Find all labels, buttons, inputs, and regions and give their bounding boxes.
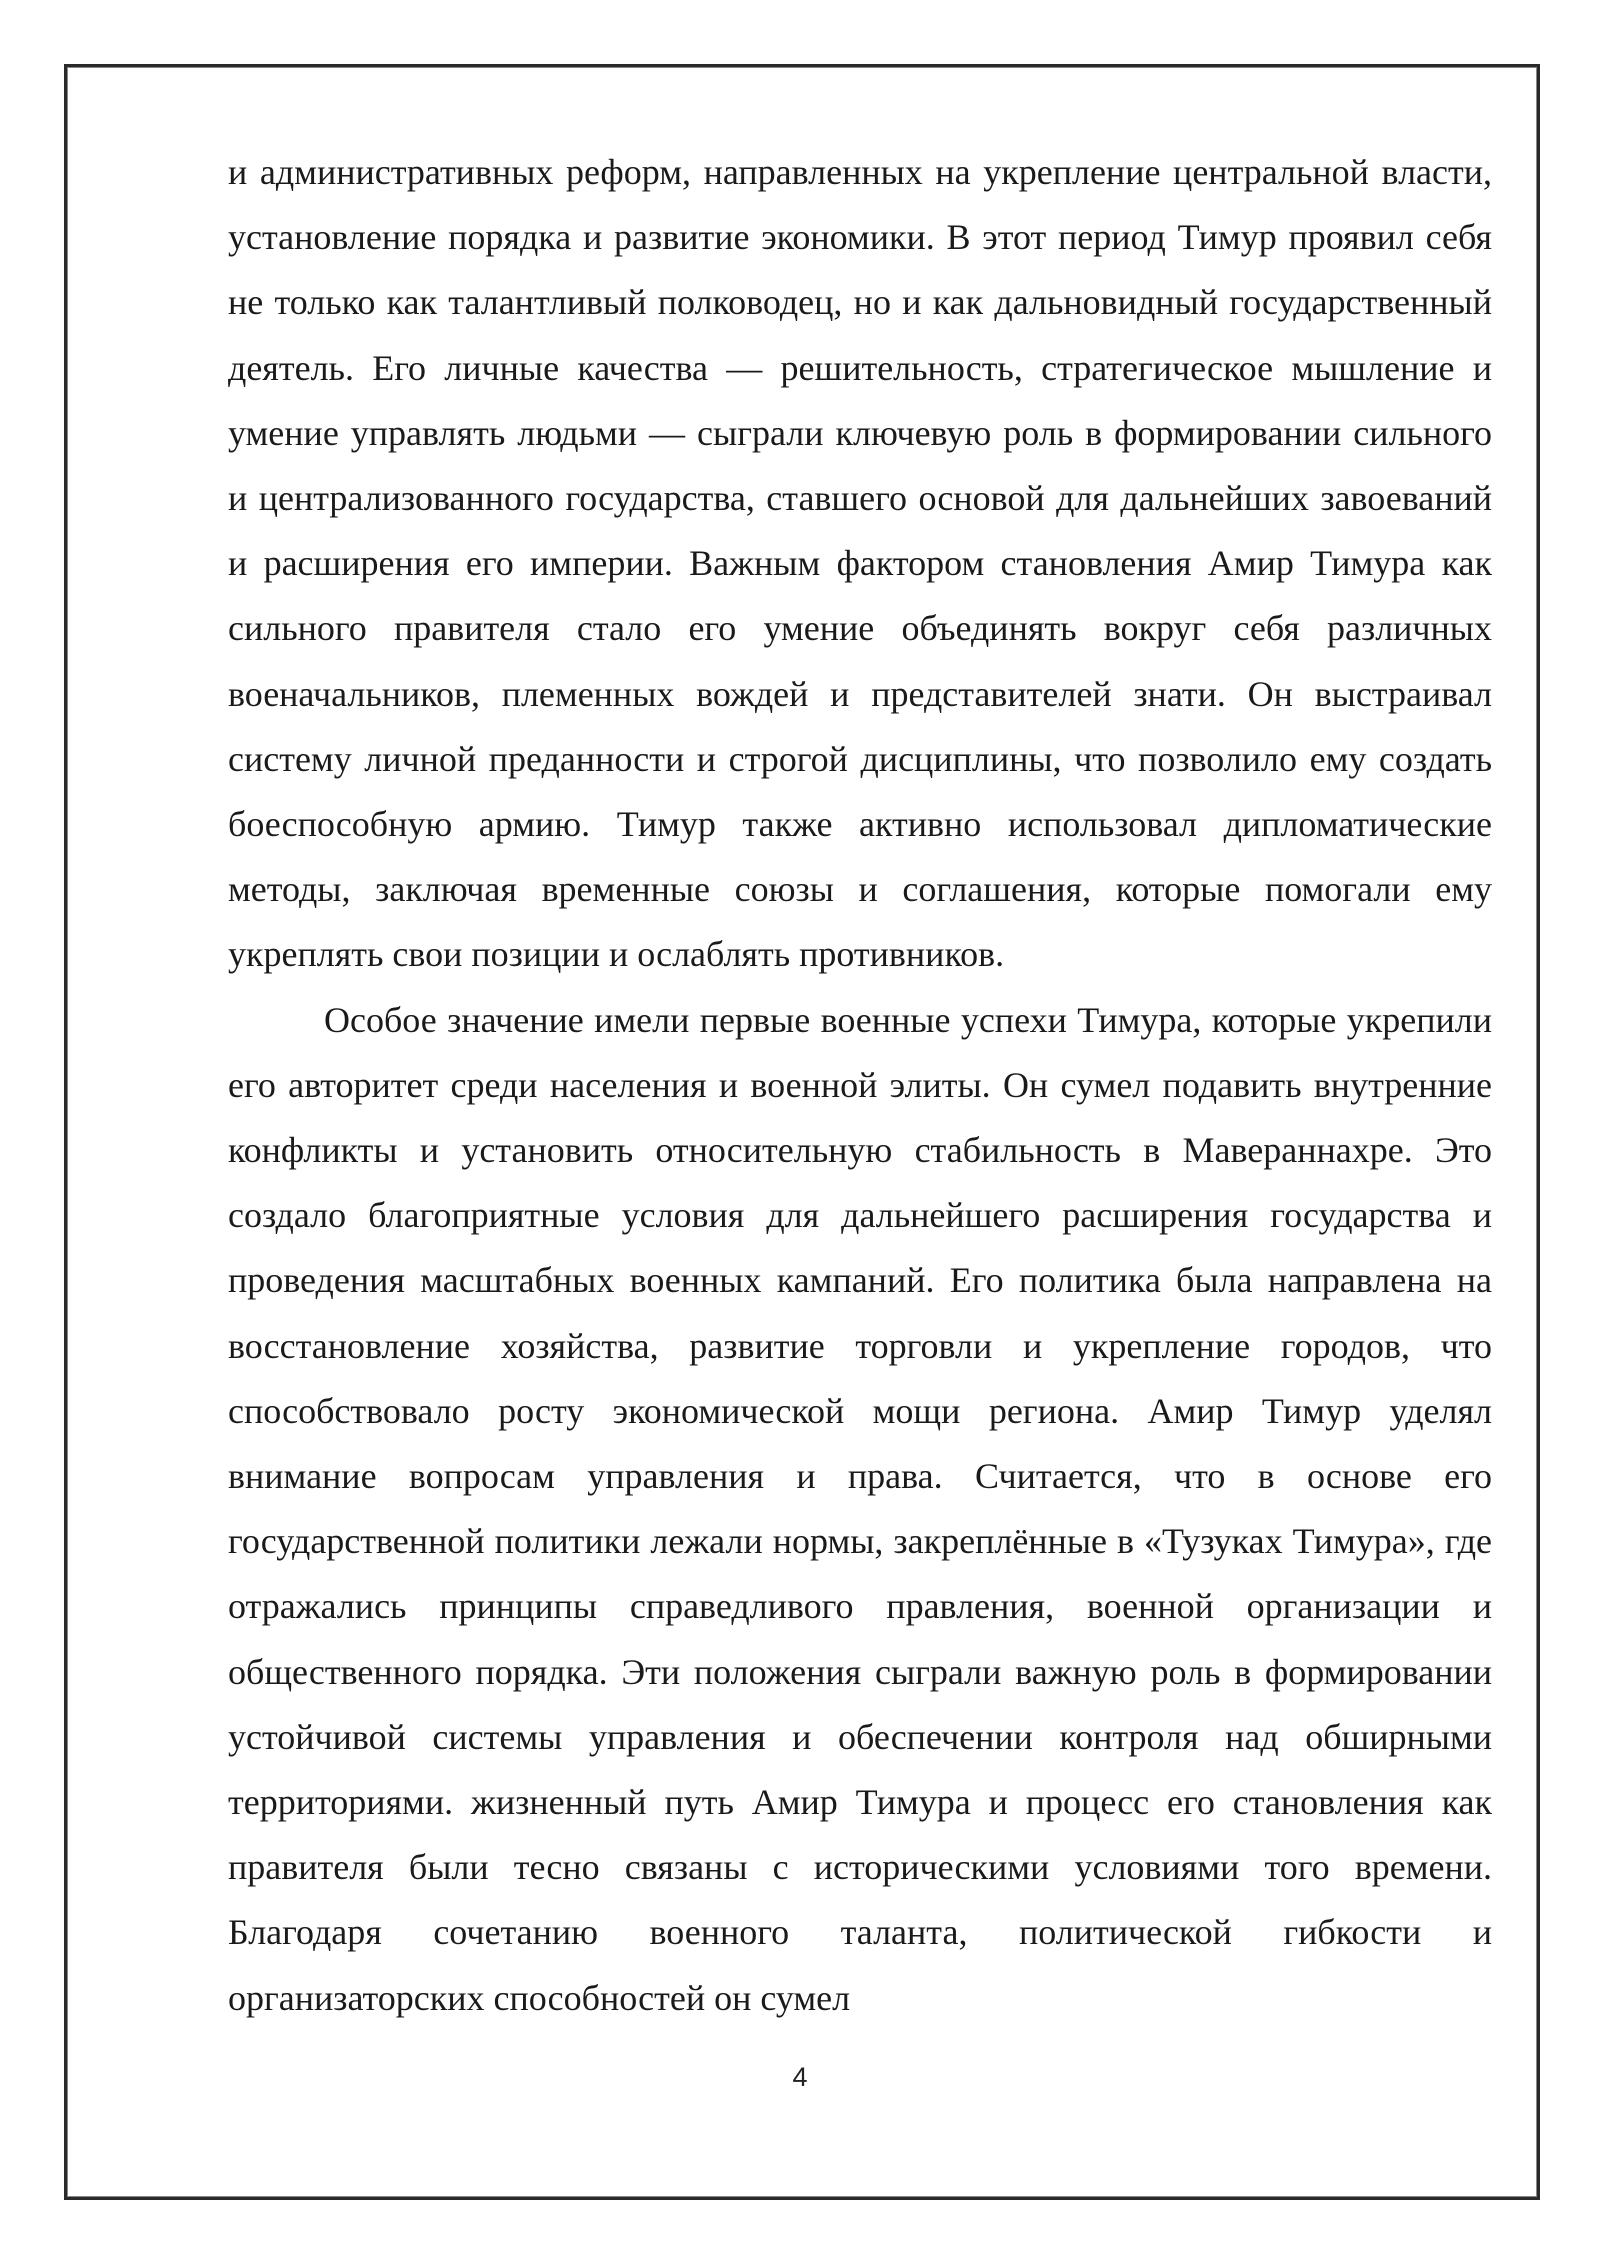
- paragraph-2: Особое значение имели первые военные успехи Тимура, которые укрепили его авторитет среди населения и военной элиты. Он сумел подавить внутренние конфликты и установить относительную стабильность в Мавераннахре. Это создало благоприятные условия для дальнейшего расширения государства и проведения масштабных военных кампаний. Его политика была направлена на восстановление хозяйства, развитие торговли и укрепление городов, что способствовало росту экономической мощи региона. Амир Тимур уделял внимание вопросам управления и права. Считается, что в основе его государственной политики лежали нормы, закреплённые в «Тузуках Тимура», где отражались принципы справедливого правления, военной организации и общественного порядка. Эти положения сыграли важную роль в формировании устойчивой системы управления и обеспечении контроля над обширными территориями. жизненный путь Амир Тимура и процесс его становления как правителя были тесно связаны с историческими условиями того времени. Благодаря сочетанию военного таланта, политической гибкости и организаторских способностей он сумел: [228, 999, 1492, 2018]
- paragraph-1: и административных реформ, направленных на укрепление центральной власти, установление порядка и развитие экономики. В этот период Тимур проявил себя не только как талантливый полководец, но и как дальновидный государственный деятель. Его личные качества — решительность, стратегическое мышление и умение управлять людьми — сыграли ключевую роль в формировании сильного и централизованного государства, ставшего основой для дальнейших завоеваний и расширения его империи. Важным фактором становления Амир Тимура как сильного правителя стало его умение объединять вокруг себя различных военачальников, племенных вождей и представителей знати. Он выстраивал систему личной преданности и строгой дисциплины, что позволило ему создать боеспособную армию. Тимур также активно использовал дипломатические методы, заключая временные союзы и соглашения, которые помогали ему укреплять свои позиции и ослаблять противников.: [228, 152, 1492, 975]
- page-number: 4: [792, 2062, 808, 2092]
- document-body: [228, 140, 1492, 2031]
